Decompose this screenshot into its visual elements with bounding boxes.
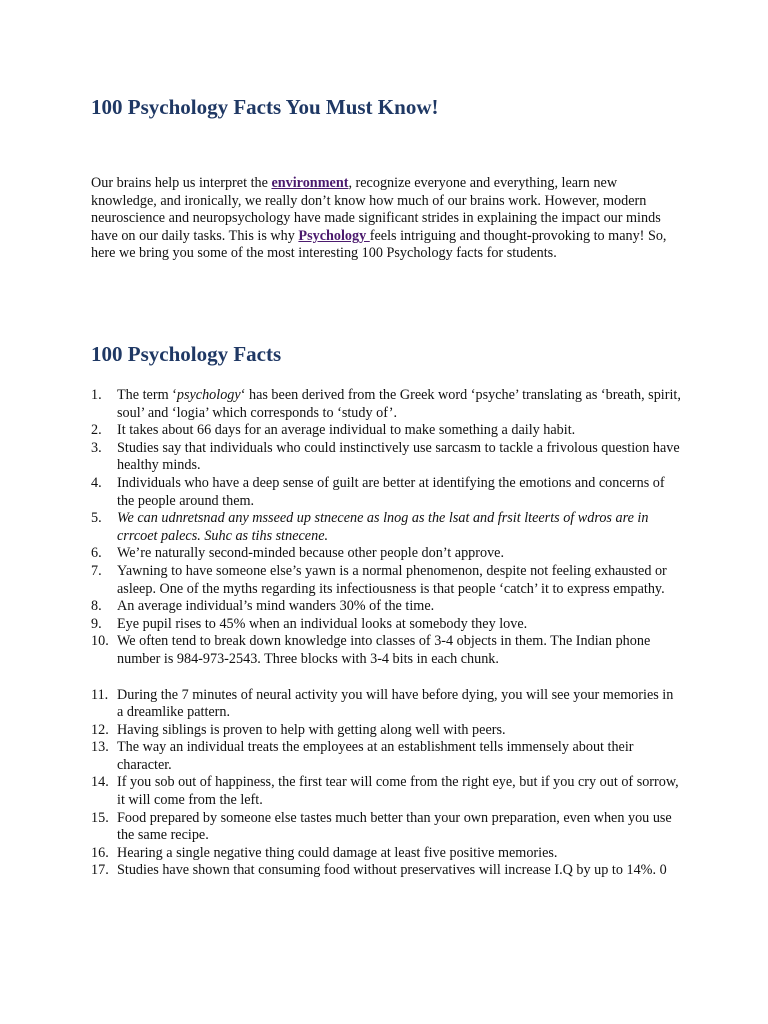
fact-item-11 (91, 687, 681, 722)
fact-text: Studies say that individuals who could instinctively use sarcasm to tackle a frivolous question have healthy minds. (117, 439, 680, 474)
fact-item-5 (91, 510, 681, 545)
fact-text: If you sob out of happiness, the first tear will come from the right eye, but if you cry out of sorrow, it will come from the left. (117, 774, 679, 809)
fact-number: 3. (91, 439, 102, 456)
fact-number: 10. (91, 633, 109, 650)
fact-number: 15. (91, 809, 109, 826)
section-title: 100 Psychology Facts (91, 342, 282, 366)
fact-text: Eye pupil rises to 45% when an individual looks at somebody they love. (117, 615, 528, 632)
fact-number: 11. (91, 686, 109, 703)
fact-item-7 (91, 563, 681, 598)
fact-item-16 (91, 845, 681, 863)
fact-number: 16. (91, 844, 109, 861)
fact-text: Yawning to have someone else’s yawn is a normal phenomenon, despite not feeling exhausted or asleep. One of the myths regarding its infectiousness is that people ‘catch’ it to express empathy. (117, 562, 667, 597)
fact-number: 9. (91, 615, 102, 632)
fact-item-12 (91, 722, 681, 740)
intro-text-1: Our brains help us interpret the (91, 175, 272, 191)
fact-number: 7. (91, 562, 102, 579)
fact-text: Hearing a single negative thing could damage at least five positive memories. (117, 844, 558, 861)
fact-number: 17. (91, 862, 109, 879)
fact-item-8 (91, 598, 681, 616)
fact-item-6 (91, 545, 681, 563)
facts-list (91, 387, 681, 880)
fact-item-1 (91, 387, 681, 422)
fact-item-10 (91, 633, 681, 668)
psychology-link[interactable]: Psychology (298, 227, 370, 244)
fact-number: 5. (91, 510, 102, 527)
fact-number: 6. (91, 545, 102, 562)
fact-text: During the 7 minutes of neural activity you will have before dying, you will see your memories in a dreamlike pattern. (117, 686, 674, 721)
fact-item-17 (91, 862, 681, 880)
fact-item-14 (91, 774, 681, 809)
fact-number: 2. (91, 422, 102, 439)
fact-text: It takes about 66 days for an average individual to make something a daily habit. (117, 422, 576, 439)
fact-item-2 (91, 422, 681, 440)
intro-text-2: , recognize everyone and everything, learn new knowledge, and ironically, we really don’t know how much of our brains work. However, modern neuroscience and neuropsychology have made significant strides in explaining the impact our minds have on our daily tasks. This is why (91, 175, 661, 244)
fact-number: 12. (91, 721, 109, 738)
fact-text: We can udnretsnad any msseed up stnecene as lnog as the lsat and frsit lteerts of wdros are in crrcoet palecs. Suhc as tihs stnecene. (117, 510, 649, 544)
fact-item-13 (91, 739, 681, 774)
fact-number: 13. (91, 739, 109, 756)
fact-item-4 (91, 475, 681, 510)
fact-number: 14. (91, 774, 109, 791)
fact-item-3 (91, 440, 681, 475)
intro-text-3: feels intriguing and thought-provoking to many! So, here we bring you some of the most interesting 100 Psychology facts for students. (91, 227, 667, 262)
intro-paragraph (91, 175, 673, 263)
page-title: 100 Psychology Facts You Must Know! (91, 95, 439, 119)
fact-item-9 (91, 616, 681, 634)
fact-text: We’re naturally second-minded because other people don’t approve. (117, 545, 505, 562)
fact-number: 8. (91, 598, 102, 615)
fact-text: An average individual’s mind wanders 30% of the time. (117, 598, 435, 615)
fact-text: Food prepared by someone else tastes much better than your own preparation, even when you use the same recipe. (117, 809, 672, 844)
environment-link[interactable]: environment (271, 175, 349, 191)
fact-text: Individuals who have a deep sense of guilt are better at identifying the emotions and concerns of the people around them. (117, 474, 665, 509)
fact-number: 1. (91, 387, 102, 403)
fact-text (117, 387, 681, 422)
fact-text-before: The term ‘ (117, 387, 177, 403)
fact-text: Having siblings is proven to help with getting along well with peers. (117, 721, 506, 738)
fact-text: The way an individual treats the employees at an establishment tells immensely about their character. (117, 739, 634, 773)
fact-item-15 (91, 810, 681, 845)
fact-text: We often tend to break down knowledge into classes of 3-4 objects in them. The Indian phone number is 984-973-2543. Three blocks with 3-4 bits in each chunk. (117, 633, 651, 667)
fact-text-after: ‘ has been derived from the Greek word ‘psyche’ translating as ‘breath, spirit, soul’ and ‘logia’ which corresponds to ‘study of’. (117, 387, 681, 421)
fact-number: 4. (91, 474, 102, 491)
fact-text: Studies have shown that consuming food without preservatives will increase I.Q by up to 14%. 0 (117, 862, 667, 879)
fact-text-emphasis: psychology (176, 387, 241, 403)
